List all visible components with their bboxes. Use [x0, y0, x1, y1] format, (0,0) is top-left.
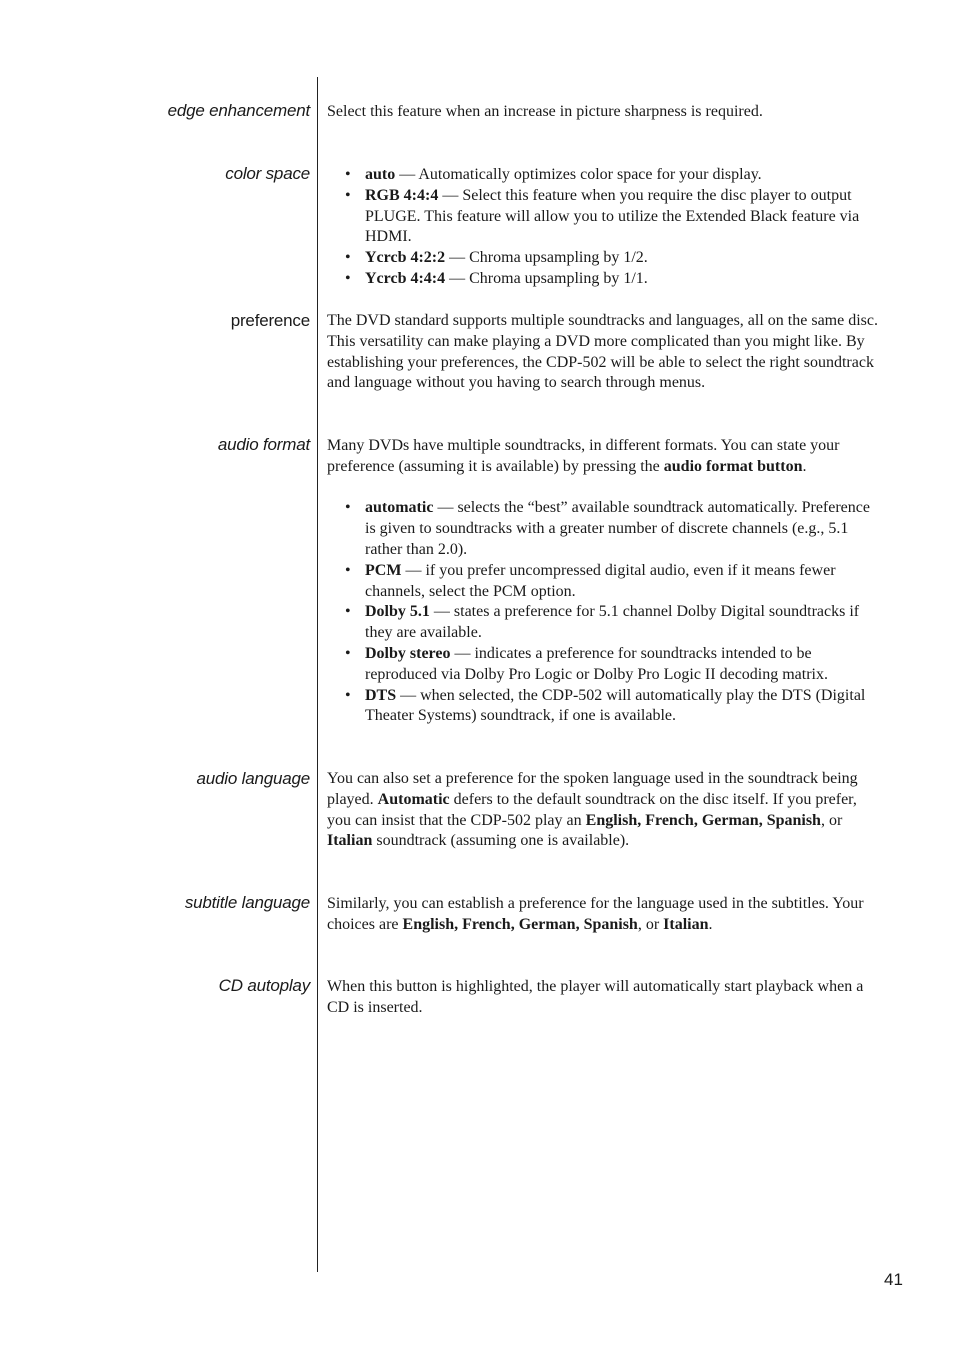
subtitle-language-text — [327, 894, 883, 936]
label-edge-enhancement: edge enhancement — [167, 101, 310, 120]
item-desc: — when selected, the CDP-502 will automatically play the DTS (Digital Theater Systems) soundtrack, if one is available. — [365, 686, 866, 725]
text-run: , or — [637, 915, 664, 933]
item-term: auto — [365, 166, 396, 183]
text-run: , or — [820, 811, 843, 829]
item-term: Ycrcb 4:2:2 — [365, 249, 446, 267]
item-desc: — states a preference for 5.1 channel Dolby Digital soundtracks if they are available. — [365, 603, 860, 642]
color-space-list — [327, 165, 883, 290]
label-color-space: color space — [225, 164, 310, 183]
body-audio-language — [327, 769, 883, 852]
label-preference: preference — [230, 311, 310, 330]
body-audio-format — [327, 436, 883, 727]
audio-language-text — [327, 769, 883, 852]
list-item — [327, 248, 883, 269]
list-item — [327, 561, 883, 603]
item-term: DTS — [365, 686, 397, 704]
label-audio-format: audio format — [217, 435, 310, 454]
item-desc: — Chroma upsampling by 1/1. — [445, 269, 648, 287]
preference-text: The DVD standard supports multiple soundtracks and languages, all on the same disc. This versatility can make playing a DVD more complicated than you might like. By establishing your preferences, the CDP-502 will be able to select the right soundtrack and language without you having to search through menus. — [327, 312, 878, 392]
bold-run: English, French, German, Spanish — [585, 811, 821, 829]
item-desc: — Chroma upsampling by 1/2. — [445, 249, 648, 267]
list-item — [327, 602, 883, 644]
cd-autoplay-text: When this button is highlighted, the player will automatically start playback when a CD is inserted. — [327, 978, 864, 1016]
body-subtitle-language — [327, 894, 883, 936]
text-run: You can also set a preference for the spoken language used in the soundtrack being played. — [327, 770, 858, 808]
item-desc: — if you prefer uncompressed digital audio, even if it means fewer channels, select the PCM option. — [365, 561, 836, 600]
text-run: soundtrack (assuming one is available). — [372, 832, 630, 850]
item-term: Ycrcb 4:4:4 — [365, 269, 446, 287]
label-cd-autoplay: CD autoplay — [218, 976, 310, 995]
bold-run: English, French, German, Spanish — [402, 915, 638, 933]
item-desc: — Select this feature when you require the disc player to output PLUGE. This feature will allow you to utilize the Extended Black feature via HDMI. — [365, 186, 860, 246]
list-item — [327, 186, 883, 248]
intro-bold: audio format button — [663, 457, 803, 475]
item-term: Dolby stereo — [365, 644, 451, 662]
item-term: Dolby 5.1 — [365, 603, 430, 621]
body-preference — [327, 311, 883, 394]
text-run: Similarly, you can establish a preference for the language used in the subtitles. Your choices are — [327, 895, 864, 933]
bold-run: Automatic — [377, 790, 450, 808]
audio-format-intro — [327, 436, 883, 478]
intro-text: Many DVDs have multiple soundtracks, in different formats. You can state your preference (assuming it is available) by pressing the — [327, 437, 840, 475]
body-color-space — [327, 165, 883, 290]
text-run: defers to the default soundtrack on the disc itself. If you prefer, you can insist that the CDP-502 play an — [327, 790, 857, 829]
body-cd-autoplay — [327, 977, 883, 1019]
item-desc: — Automatically optimizes color space for your display. — [395, 166, 762, 183]
item-desc: — selects the “best” available soundtrack automatically. Preference is given to soundtracks with a greater number of discrete channels (e.g., 5.1 rather than 2.0). — [365, 499, 870, 558]
item-term: automatic — [365, 499, 434, 517]
list-item — [327, 686, 883, 728]
page-number: 41 — [884, 1270, 903, 1289]
bold-run: Italian — [327, 832, 373, 850]
audio-format-list — [327, 498, 883, 727]
vertical-divider-rule — [317, 77, 318, 1272]
label-audio-language: audio language — [196, 769, 310, 788]
item-term: PCM — [365, 561, 402, 579]
edge-enhancement-text: Select this feature when an increase in picture sharpness is required. — [327, 103, 763, 120]
bold-run: Italian — [663, 915, 709, 933]
label-subtitle-language: subtitle language — [184, 893, 310, 912]
intro-text-end: . — [802, 457, 807, 475]
item-desc: — indicates a preference for soundtracks intended to be reproduced via Dolby Pro Logic or Dolby Pro Logic II decoding matrix. — [365, 644, 828, 683]
list-item — [327, 498, 883, 560]
item-term: RGB 4:4:4 — [365, 186, 439, 204]
list-item — [327, 644, 883, 686]
list-item — [327, 165, 883, 186]
list-item — [327, 269, 883, 290]
body-edge-enhancement — [327, 102, 883, 123]
text-run: . — [708, 915, 713, 933]
